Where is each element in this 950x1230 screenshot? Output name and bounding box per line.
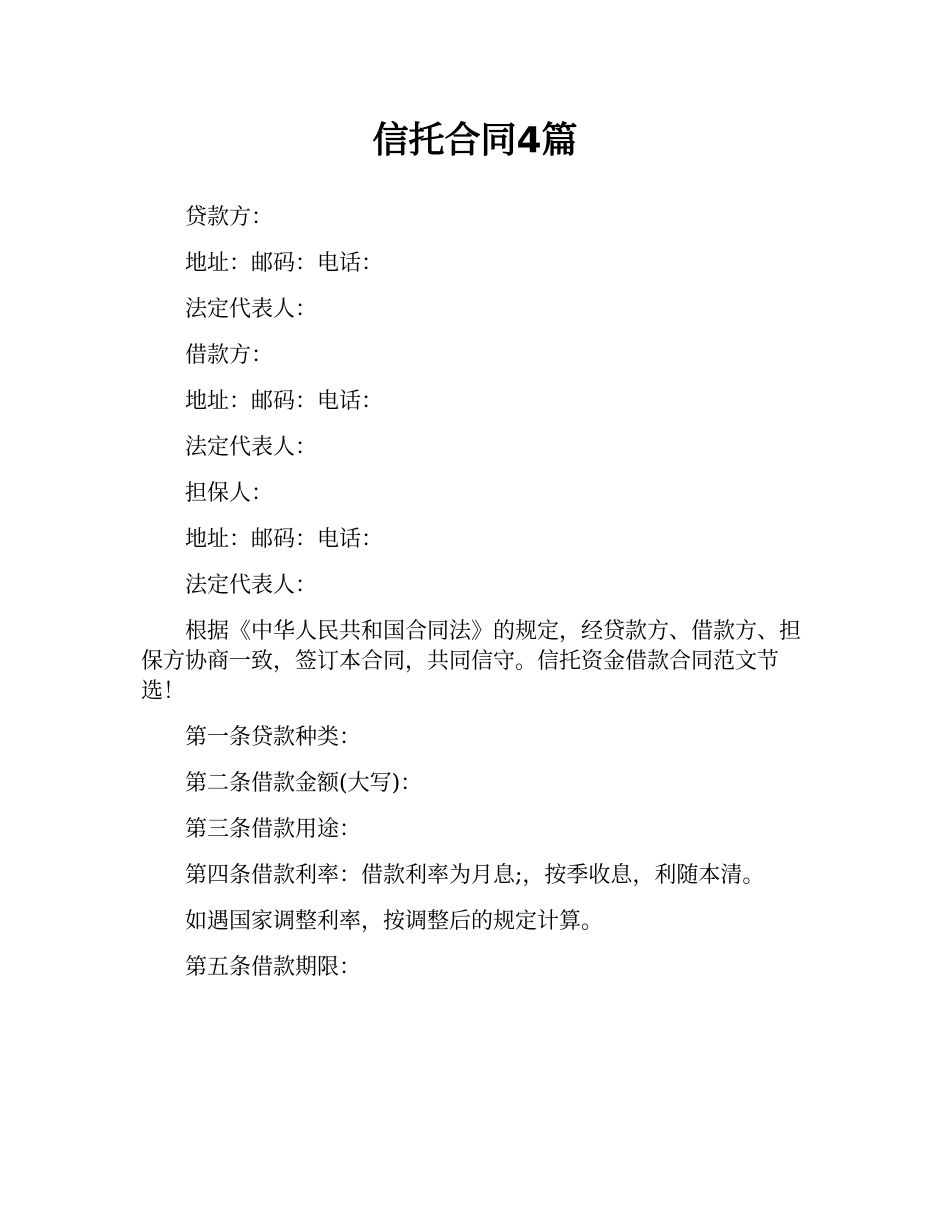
paragraph-article-1: 第一条贷款种类：: [185, 725, 362, 750]
paragraph-lender-address: 地址：邮码：电话：: [185, 251, 384, 276]
document-title: 信托合同4篇: [372, 120, 578, 161]
paragraph-lender-representative: 法定代表人：: [185, 297, 318, 322]
paragraph-borrower: 借款方：: [185, 343, 274, 368]
paragraph-article-4: 第四条借款利率：借款利率为月息;，按季收息，利随本清。: [185, 863, 765, 888]
paragraph-article-2: 第二条借款金额(大写)：: [185, 771, 423, 796]
paragraph-article-3: 第三条借款用途：: [185, 817, 362, 842]
paragraph-guarantor: 担保人：: [185, 481, 274, 506]
paragraph-article-5: 第五条借款期限：: [185, 955, 362, 980]
document-body: [141, 203, 813, 999]
paragraph-borrower-address: 地址：邮码：电话：: [185, 389, 384, 414]
paragraph-lender: 贷款方：: [185, 205, 274, 230]
paragraph-guarantor-address: 地址：邮码：电话：: [185, 527, 384, 552]
paragraph-guarantor-representative: 法定代表人：: [185, 573, 318, 598]
paragraph-borrower-representative: 法定代表人：: [185, 435, 318, 460]
paragraph-preamble: 根据《中华人民共和国合同法》的规定，经贷款方、借款方、担保方协商一致，签订本合同，共同信守。信托资金借款合同范文节选！: [141, 619, 802, 704]
paragraph-rate-adjustment: 如遇国家调整利率，按调整后的规定计算。: [185, 909, 604, 934]
